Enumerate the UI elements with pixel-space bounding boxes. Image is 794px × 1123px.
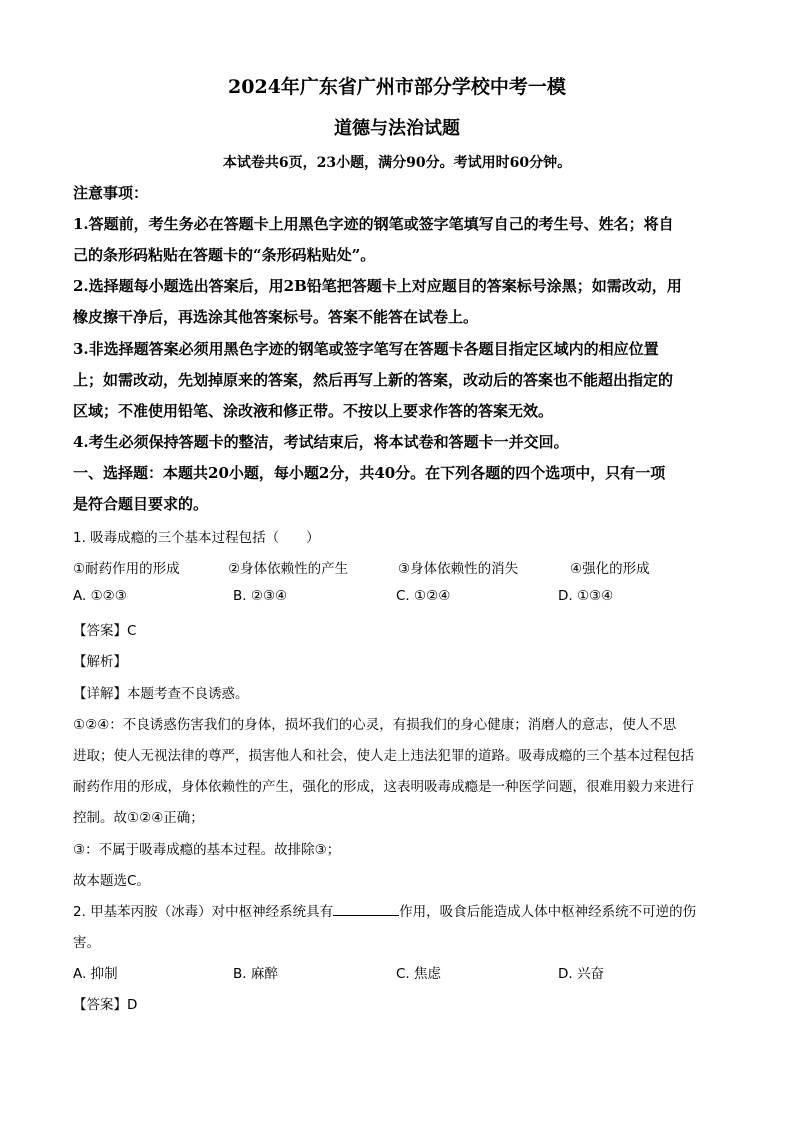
notice-line: 上；如需改动，先划掉原来的答案，然后再写上新的答案，改动后的答案也不能超出指定的 bbox=[73, 371, 674, 389]
analysis-tag: 解析 bbox=[86, 654, 114, 670]
detail-intro: 本题考查不良诱惑。 bbox=[127, 686, 249, 702]
q2-stem-after: 作用，吸食后能造成人体中枢神经系统不可逆的伤 bbox=[399, 904, 697, 920]
q2-option-b: B. 麻醉 bbox=[233, 966, 278, 982]
q2-answer: 【答案】D bbox=[73, 997, 138, 1013]
q1-statement-1: ①耐药作用的形成 bbox=[73, 561, 180, 577]
q2-stem-line2: 害。 bbox=[73, 935, 100, 951]
q1-detail: 【详解】本题考查不良诱惑。 bbox=[73, 686, 249, 702]
q1-stem: 1. 吸毒成瘾的三个基本过程包括（ ） bbox=[73, 530, 320, 546]
q2-option-a: A. 抑制 bbox=[73, 966, 118, 982]
q2-option-d: D. 兴奋 bbox=[558, 966, 604, 982]
answer-value: C bbox=[127, 623, 137, 639]
q1-explain-line: 进取；使人无视法律的尊严，损害他人和社会，使人走上违法犯罪的道路。吸毒成瘾的三个基本过程包括 bbox=[73, 748, 694, 764]
notice-line: 区域；不准使用铅笔、涂改液和修正带。不按以上要求作答的答案无效。 bbox=[73, 402, 554, 420]
notice-line: 橡皮擦干净后，再选涂其他答案标号。答案不能答在试卷上。 bbox=[73, 308, 479, 326]
q1-option-b: B. ②③④ bbox=[233, 588, 288, 604]
q1-explain-line: 耐药作用的形成，身体依赖性的产生，强化的形成，这表明吸毒成瘾是一种医学问题，很难用毅力来进行 bbox=[73, 779, 694, 795]
q1-answer: 【答案】C bbox=[73, 623, 137, 639]
answer-tag: 答案 bbox=[86, 623, 114, 639]
notice-line: 4.考生必须保持答题卡的整洁，考试结束后，将本试卷和答题卡一并交回。 bbox=[73, 433, 569, 451]
notice-line: 3.非选择题答案必须用黑色字迹的钢笔或签字笔写在答题卡各题目指定区域内的相应位置 bbox=[73, 340, 659, 358]
q1-analysis: 【解析】 bbox=[73, 654, 127, 670]
notice-line: 1.答题前，考生务必在答题卡上用黑色字迹的钢笔或签字笔填写自己的考生号、姓名；将自 bbox=[73, 215, 674, 233]
q1-statement-3: ③身体依赖性的消失 bbox=[398, 561, 519, 577]
q1-explain-line: ①②④：不良诱惑伤害我们的身体，损坏我们的心灵，有损我们的身心健康；消磨人的意志，使人不思 bbox=[73, 717, 677, 733]
notice-line: 2.选择题每小题选出答案后，用2B铅笔把答题卡上对应题目的答案标号涂黑；如需改动，用 bbox=[73, 277, 682, 295]
section-heading: 一、选择题：本题共20小题，每小题2分，共40分。在下列各题的四个选项中，只有一项 bbox=[73, 464, 666, 482]
q1-explain-line: ③：不属于吸毒成瘾的基本过程。故排除③； bbox=[73, 842, 341, 858]
q1-statement-4: ④强化的形成 bbox=[570, 561, 650, 577]
q1-explain-line: 控制。故①②④正确； bbox=[73, 810, 204, 826]
notice-heading: 注意事项： bbox=[73, 184, 149, 202]
answer-blank bbox=[333, 903, 399, 916]
answer-tag: 答案 bbox=[86, 997, 114, 1013]
q2-stem-before: 2. 甲基苯丙胺（冰毒）对中枢神经系统具有 bbox=[73, 904, 334, 920]
q1-option-d: D. ①③④ bbox=[558, 588, 614, 604]
exam-title: 2024年广东省广州市部分学校中考一模 bbox=[228, 76, 566, 98]
subject-title: 道德与法治试题 bbox=[334, 118, 460, 139]
detail-tag: 详解 bbox=[86, 686, 114, 702]
notice-line: 己的条形码粘贴在答题卡的“条形码粘贴处”。 bbox=[73, 246, 376, 264]
answer-value: D bbox=[127, 997, 138, 1013]
q2-option-c: C. 焦虑 bbox=[396, 966, 442, 982]
q1-explain-line: 故本题选C。 bbox=[73, 873, 150, 889]
q1-option-a: A. ①②③ bbox=[73, 588, 127, 604]
exam-info: 本试卷共6页，23小题，满分90分。考试用时60分钟。 bbox=[222, 155, 572, 171]
q1-statement-2: ②身体依赖性的产生 bbox=[228, 561, 349, 577]
q1-option-c: C. ①②④ bbox=[396, 588, 451, 604]
section-heading-cont: 是符合题目要求的。 bbox=[73, 495, 209, 513]
q2-stem bbox=[73, 900, 696, 920]
